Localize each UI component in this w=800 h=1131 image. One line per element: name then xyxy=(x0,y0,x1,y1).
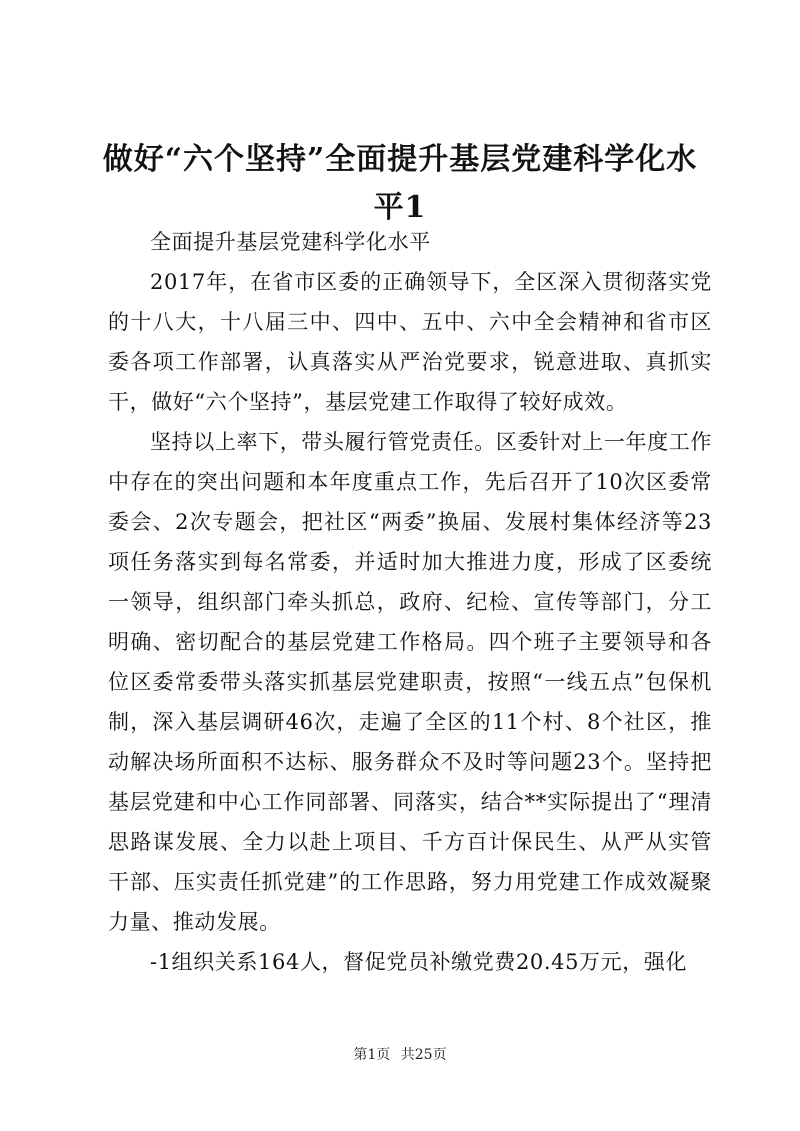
page-footer xyxy=(0,1044,800,1064)
page-total: 共25页 xyxy=(400,1047,447,1063)
page-number: 第1页 xyxy=(353,1047,391,1063)
document-title: 做好“六个坚持”全面提升基层党建科学化水平1 xyxy=(102,142,698,225)
body-paragraph-2: 坚持以上率下，带头履行管党责任。区委针对上一年度工作中存在的突出问题和本年度重点工作，先后召开了10次区委常委会、2次专题会，把社区“两委”换届、发展村集体经济等23项任务落实到每名常委，并适时加大推进力度，形成了区委统一领导，组织部门牵头抓总，政府、纪检、宣传等部门，分工明确、密切配合的基层党建工作格局。四个班子主要领导和各位区委常委带头落实抓基层党建职责，按照“一线五点”包保机制，深入基层调研46次，走遍了全区的11个村、8个社区，推动解决场所面积不达标、服务群众不及时等问题23个。坚持把基层党建和中心工作同部署、同落实，结合**实际提出了“理清思路谋发展、全力以赴上项目、千方百计保民生、从严从实管干部、压实责任抓党建”的工作思路，努力用党建工作成效凝聚力量、推动发展。 xyxy=(108,430,712,934)
body-paragraph-3: -1组织关系164人，督促党员补缴党费20.45万元，强化 xyxy=(150,950,688,974)
document-body xyxy=(108,222,712,982)
body-paragraph-subtitle: 全面提升基层党建科学化水平 xyxy=(150,230,431,254)
body-paragraph-1: 2017年，在省市区委的正确领导下，全区深入贯彻落实党的十八大，十八届三中、四中、五中、六中全会精神和省市区委各项工作部署，认真落实从严治党要求，锐意进取、真抓实干，做好“六个坚持”，基层党建工作取得了较好成效。 xyxy=(108,270,712,414)
